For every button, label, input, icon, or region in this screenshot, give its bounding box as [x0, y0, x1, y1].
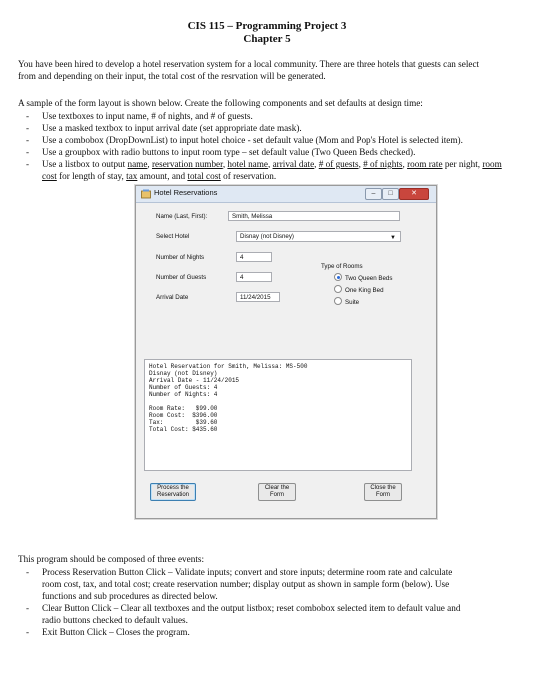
- requirement-item: - Use a combobox (DropDownList) to input hotel choice - set default value (Mom and Pop's Hotel is selected item).: [18, 134, 518, 146]
- app-icon: [141, 189, 151, 199]
- requirement-item-listbox: - Use a listbox to output name, reservation number, hotel name, arrival date, # of guests, # of nights, room rate per night, room cost for length of stay, tax amount, and total cost of reservation.: [18, 158, 518, 182]
- event-item-process: - Process Reservation Button Click – Validate inputs; convert and store inputs; determine room rate and calculate room cost, tax, and total cost; create reservation number; display output as shown in sample form (below). Use functions and sub procedures as directed below.: [18, 566, 523, 602]
- events-list: [18, 566, 523, 638]
- radio-icon: [334, 285, 342, 293]
- listbox-line: Disnay (not Disney): [149, 370, 218, 377]
- hotel-label: Select Hotel: [156, 233, 190, 240]
- room-type-two-queen-radio[interactable]: Two Queen Beds: [334, 273, 392, 282]
- field-name: name: [127, 159, 148, 169]
- arrival-date-label: Arrival Date: [156, 294, 189, 301]
- hotel-select[interactable]: [236, 231, 401, 242]
- listbox-line: Tax: $39.60: [149, 419, 218, 426]
- minimize-icon[interactable]: –: [365, 188, 382, 200]
- output-listbox[interactable]: [144, 359, 412, 471]
- events-intro: This program should be composed of three events:: [18, 554, 205, 564]
- guests-input[interactable]: 4: [236, 272, 272, 282]
- name-input[interactable]: Smith, Melissa: [228, 211, 400, 221]
- field-hotel-name: hotel name: [227, 159, 268, 169]
- listbox-line: Total Cost: $435.60: [149, 426, 218, 433]
- process-reservation-button[interactable]: Process the Reservation: [150, 483, 196, 501]
- requirements-list: [18, 110, 518, 182]
- field-arrival-date: arrival date: [272, 159, 315, 169]
- close-icon[interactable]: ✕: [399, 188, 429, 200]
- page-title: CIS 115 – Programming Project 3: [187, 20, 347, 32]
- hotel-reservations-window: [135, 185, 437, 519]
- listbox-line: [149, 398, 407, 405]
- window-title: Hotel Reservations: [154, 188, 218, 197]
- sample-intro: A sample of the form layout is shown below. Create the following components and set defaults at design time:: [18, 98, 423, 108]
- intro-line-1: You have been hired to develop a hotel reservation system for a local community. There are three hotels that guests can select: [18, 59, 480, 69]
- event-item-exit: - Exit Button Click – Closes the program.: [18, 626, 523, 638]
- maximize-icon[interactable]: □: [382, 188, 399, 200]
- arrival-date-input[interactable]: 11/24/2015: [236, 292, 280, 302]
- listbox-line: Number of Nights: 4: [149, 391, 218, 398]
- requirement-item: - Use textboxes to input name, # of nights, and # of guests.: [18, 110, 518, 122]
- field-total-cost: total cost: [187, 171, 221, 181]
- field-room-rate: room rate: [407, 159, 443, 169]
- room-type-suite-radio[interactable]: Suite: [334, 297, 359, 306]
- chevron-down-icon[interactable]: ▼: [390, 235, 396, 241]
- hotel-select-value: Disnay (not Disney): [240, 233, 294, 240]
- nights-label: Number of Nights: [156, 254, 205, 261]
- listbox-line: Hotel Reservation for Smith, Melissa: MS-500: [149, 363, 308, 370]
- radio-selected-icon: [334, 273, 342, 281]
- field-nights: # of nights: [363, 159, 403, 169]
- clear-form-button[interactable]: Clear the Form: [258, 483, 296, 501]
- requirement-item: - Use a masked textbox to input arrival date (set appropriate date mask).: [18, 122, 518, 134]
- listbox-line: Number of Guests: 4: [149, 384, 218, 391]
- room-type-group-title: Type of Rooms: [321, 263, 363, 270]
- listbox-line: Arrival Date - 11/24/2015: [149, 377, 240, 384]
- field-room-cost: room cost: [42, 159, 502, 181]
- nights-input[interactable]: 4: [236, 252, 272, 262]
- listbox-line: Room Rate: $99.00: [149, 405, 218, 412]
- close-form-button[interactable]: Close the Form: [364, 483, 402, 501]
- field-reservation-number: reservation number: [152, 159, 223, 169]
- window-titlebar: [136, 186, 436, 203]
- field-tax: tax: [126, 171, 138, 181]
- radio-icon: [334, 297, 342, 305]
- room-type-one-king-radio[interactable]: One King Bed: [334, 285, 384, 294]
- guests-label: Number of Guests: [156, 274, 207, 281]
- requirement-item: - Use a groupbox with radio buttons to input room type – set default value (Two Queen Beds checked).: [18, 146, 518, 158]
- name-label: Name (Last, First):: [156, 213, 208, 220]
- field-guests: # of guests: [318, 159, 359, 169]
- listbox-line: Room Cost: $396.00: [149, 412, 218, 419]
- event-item-clear: - Clear Button Click – Clear all textboxes and the output listbox; reset combobox selected item to default value and radio buttons checked to default values.: [18, 602, 523, 626]
- intro-line-2: from and depending on their input, the total cost of the resrvation will be generated.: [18, 71, 326, 81]
- page-subtitle: Chapter 5: [243, 33, 291, 45]
